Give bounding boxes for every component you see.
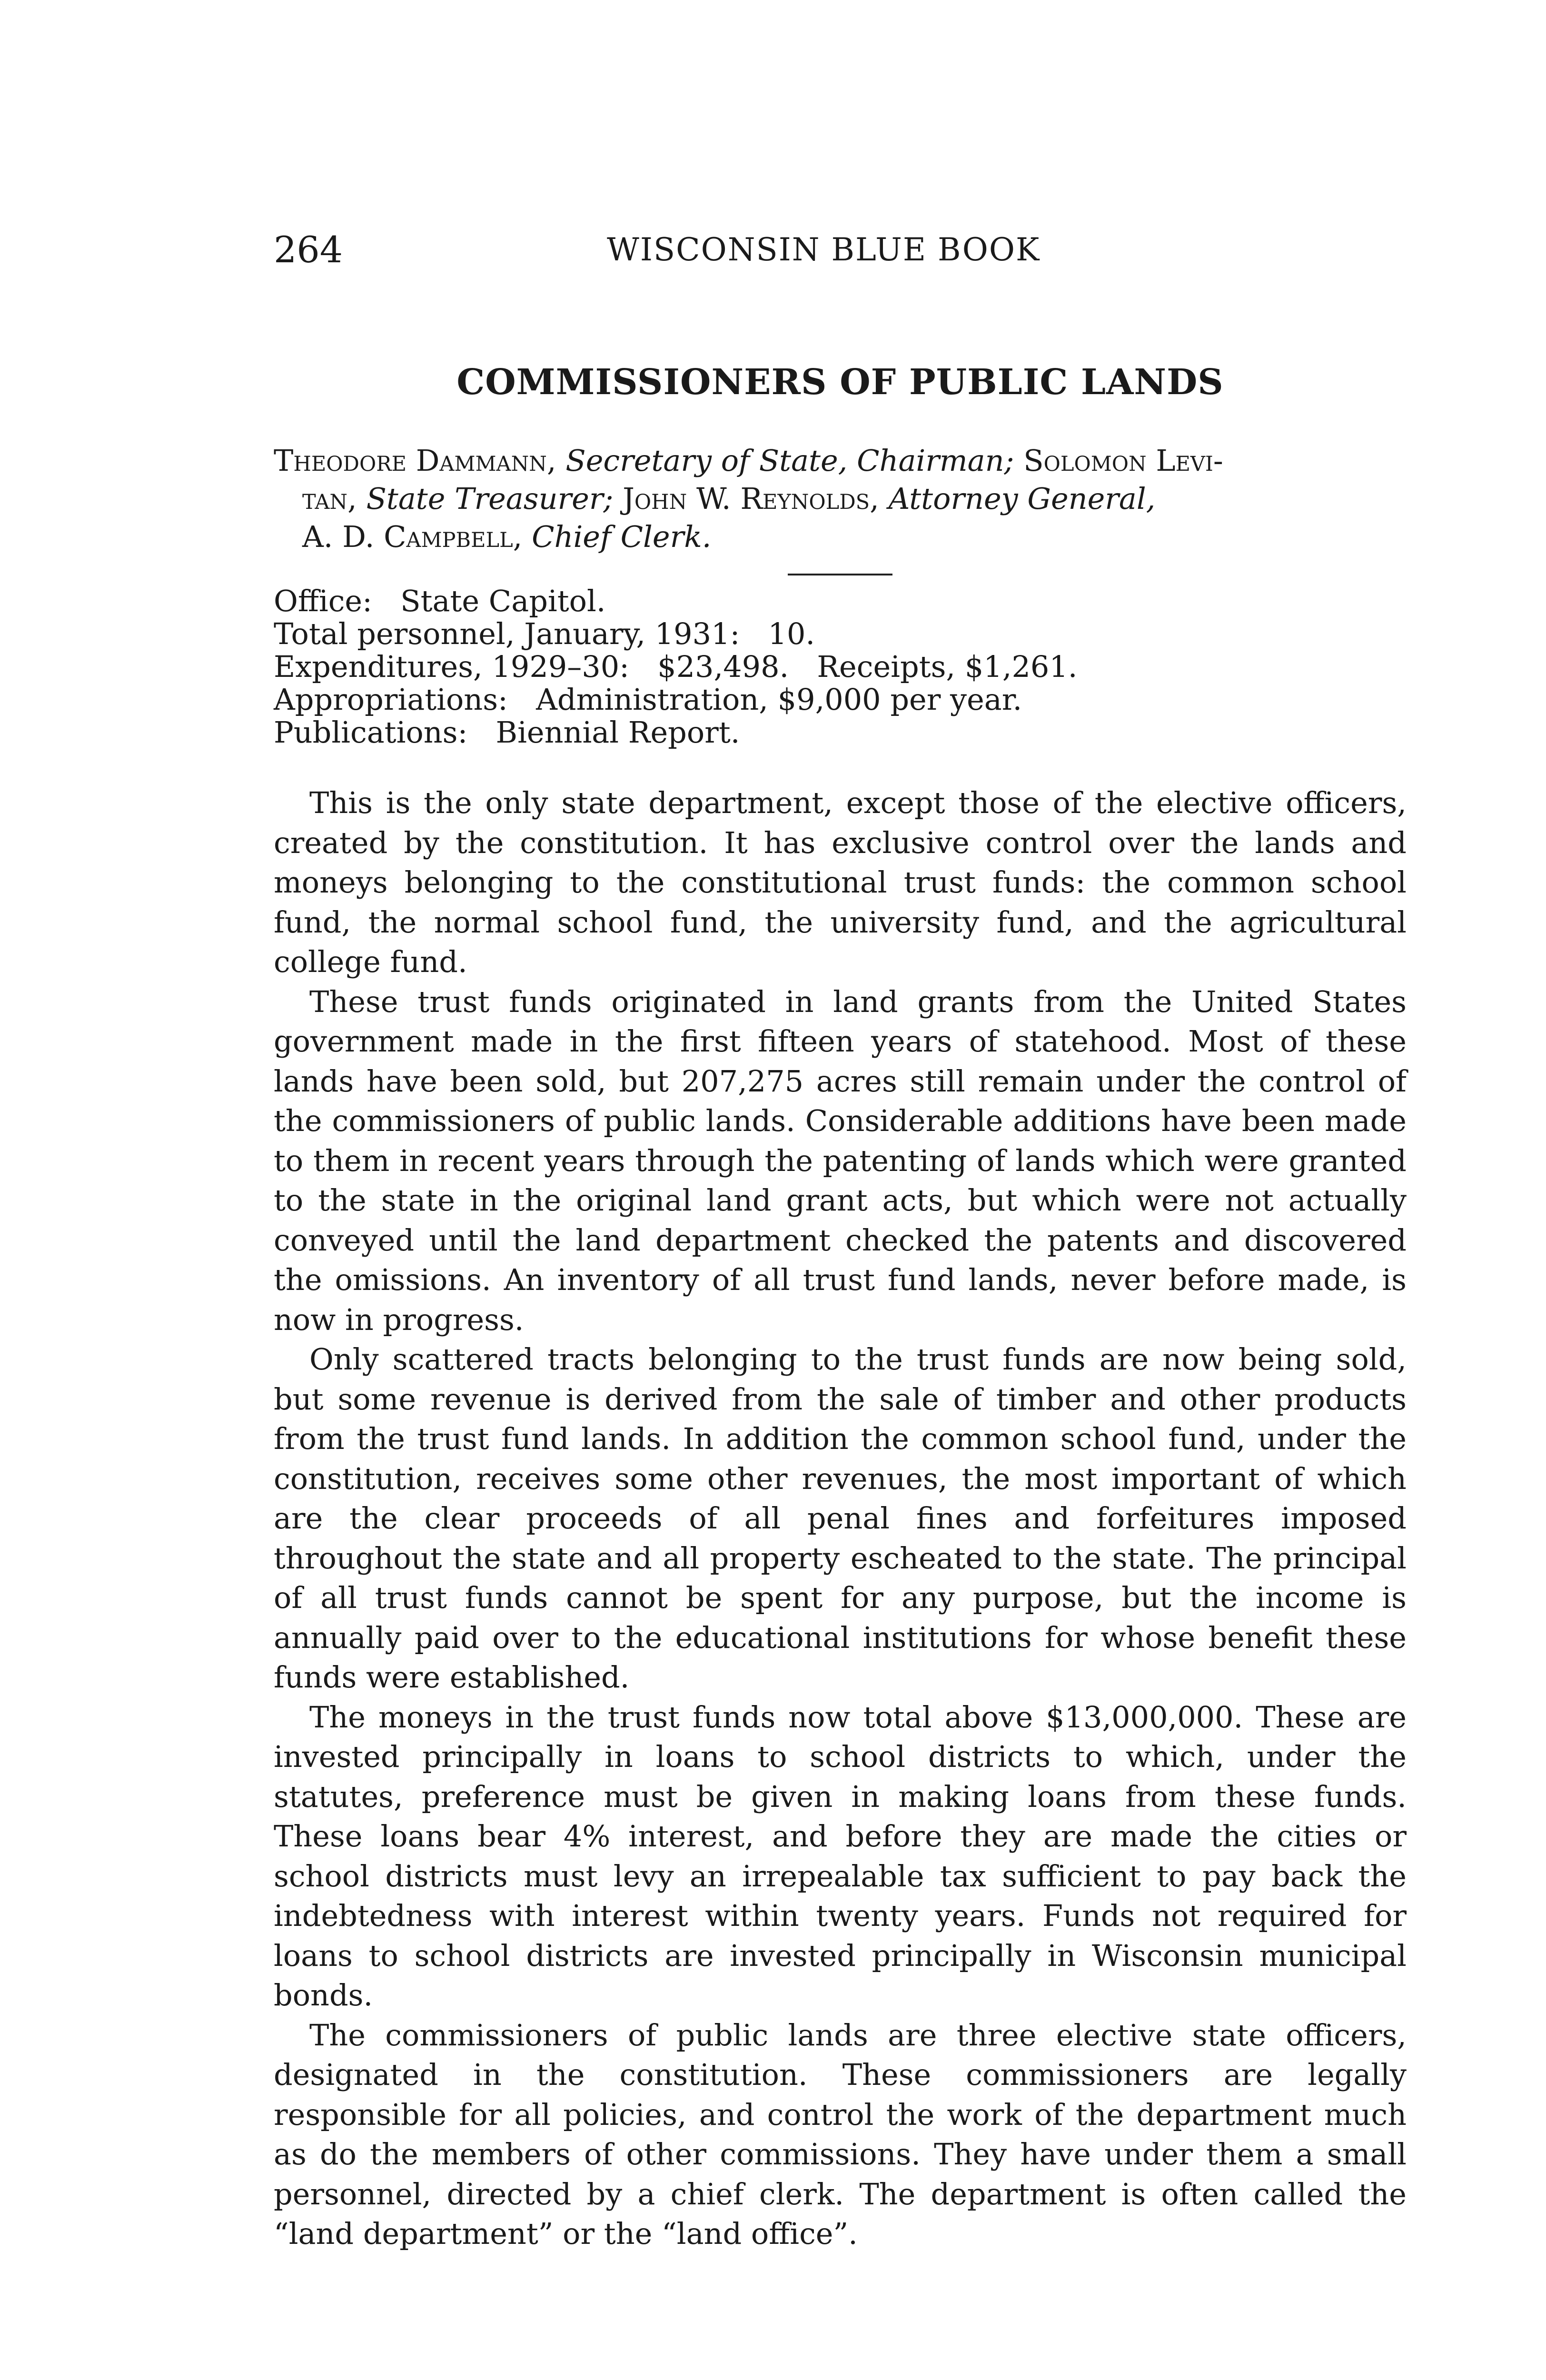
members-list — [274, 442, 1407, 556]
paragraph: The moneys in the trust funds now total above $13,000,000. These are invested principally in loans to school districts to which, under the statutes, preference must be given in making loans from these funds. These loans bear 4% interest, and before they are made the cities or school districts must levy an irrepealable tax sufficient to pay back the indebtedness with interest within twenty years. Funds not required for loans to school districts are invested principally in Wisconsin municipal bonds. — [274, 1699, 1407, 2013]
fact-label: Receipts, — [817, 649, 956, 684]
fact-value: $1,261. — [964, 649, 1078, 684]
member-name: A. D. Campbell — [302, 519, 513, 554]
page-number: 264 — [274, 228, 343, 271]
section-title: COMMISSIONERS OF PUBLIC LANDS — [456, 362, 1224, 403]
member-role: Secretary of State, Chairman; — [565, 443, 1014, 478]
fact-label: Appropriations: — [274, 682, 508, 717]
body-text — [274, 783, 1407, 2254]
paragraph: The commissioners of public lands are three elective state officers, designated in the constitution. These commissioners are legally responsible for all policies, and control the work of the department much as do the members of other commissions. They have under them a small personnel, directed by a chief clerk. The department is often called the “land department” or the “land office”. — [274, 2017, 1407, 2251]
members-line-3: A. D. Campbell, Chief Clerk. — [302, 519, 712, 554]
fact-value: Biennial Report. — [496, 715, 740, 750]
members-line-1: Theodore Dammann, Secretary of State, Chairman; Solomon Levi- — [274, 443, 1223, 478]
fact-value: State Capitol. — [400, 584, 606, 618]
department-facts — [274, 585, 1407, 749]
fact-appropriations — [274, 683, 1407, 716]
fact-expenditures — [274, 650, 1407, 683]
paragraph: Only scattered tracts belonging to the trust funds are now being sold, but some revenue is derived from the sale of timber and other products from the trust fund lands. In addition the common school fund, under the constitution, receives some other revenues, the most important of which are the clear proceeds of all penal fines and forfeitures imposed throughout the state and all property escheated to the state. The principal of all trust funds cannot be spent for any purpose, but the income is annually paid over to the educational institutions for whose benefit these funds were established. — [274, 1342, 1407, 1695]
fact-value: $23,498. — [657, 649, 789, 684]
fact-value: Administration, $9,000 per year. — [536, 682, 1022, 717]
fact-value: 10. — [768, 616, 815, 651]
paragraph: These trust funds originated in land grants from the United States government made in the first fifteen years of statehood. Most of these lands have been sold, but 207,275 acres still remain under the control of the commissioners of public lands. Considerable additions have been made to them in recent years through the patenting of lands which were granted to the state in the original land grant acts, but which were not actually conveyed until the land department checked the patents and discovered the omissions. An inventory of all trust fund lands, never before made, is now in progress. — [274, 984, 1407, 1337]
members-line-2: tan, State Treasurer; John W. Reynolds, Attorney General, — [302, 481, 1156, 516]
fact-label: Publications: — [274, 715, 468, 750]
fact-label: Expenditures, 1929–30: — [274, 649, 630, 684]
paragraph: This is the only state department, except those of the elective officers, created by the constitution. It has exclusive control over the lands and moneys belonging to the constitutional trust funds: the common school fund, the normal school fund, the university fund, and the agricultural college fund. — [274, 785, 1407, 979]
member-name: John W. Reynolds — [623, 481, 870, 516]
member-name: Solomon Levi- — [1023, 443, 1223, 478]
book-title: WISCONSIN BLUE BOOK — [607, 231, 1041, 268]
member-name: Theodore Dammann — [274, 443, 547, 478]
divider-rule — [788, 574, 892, 575]
fact-office — [274, 585, 1407, 617]
running-head — [274, 224, 1407, 276]
member-role: Attorney General, — [888, 481, 1156, 516]
fact-personnel — [274, 617, 1407, 650]
member-name: tan — [302, 481, 348, 516]
fact-label: Office: — [274, 584, 373, 618]
member-role: State Treasurer; — [366, 481, 614, 516]
fact-label: Total personnel, January, 1931: — [274, 616, 740, 651]
fact-publications — [274, 716, 1407, 749]
member-role: Chief Clerk. — [532, 519, 712, 554]
